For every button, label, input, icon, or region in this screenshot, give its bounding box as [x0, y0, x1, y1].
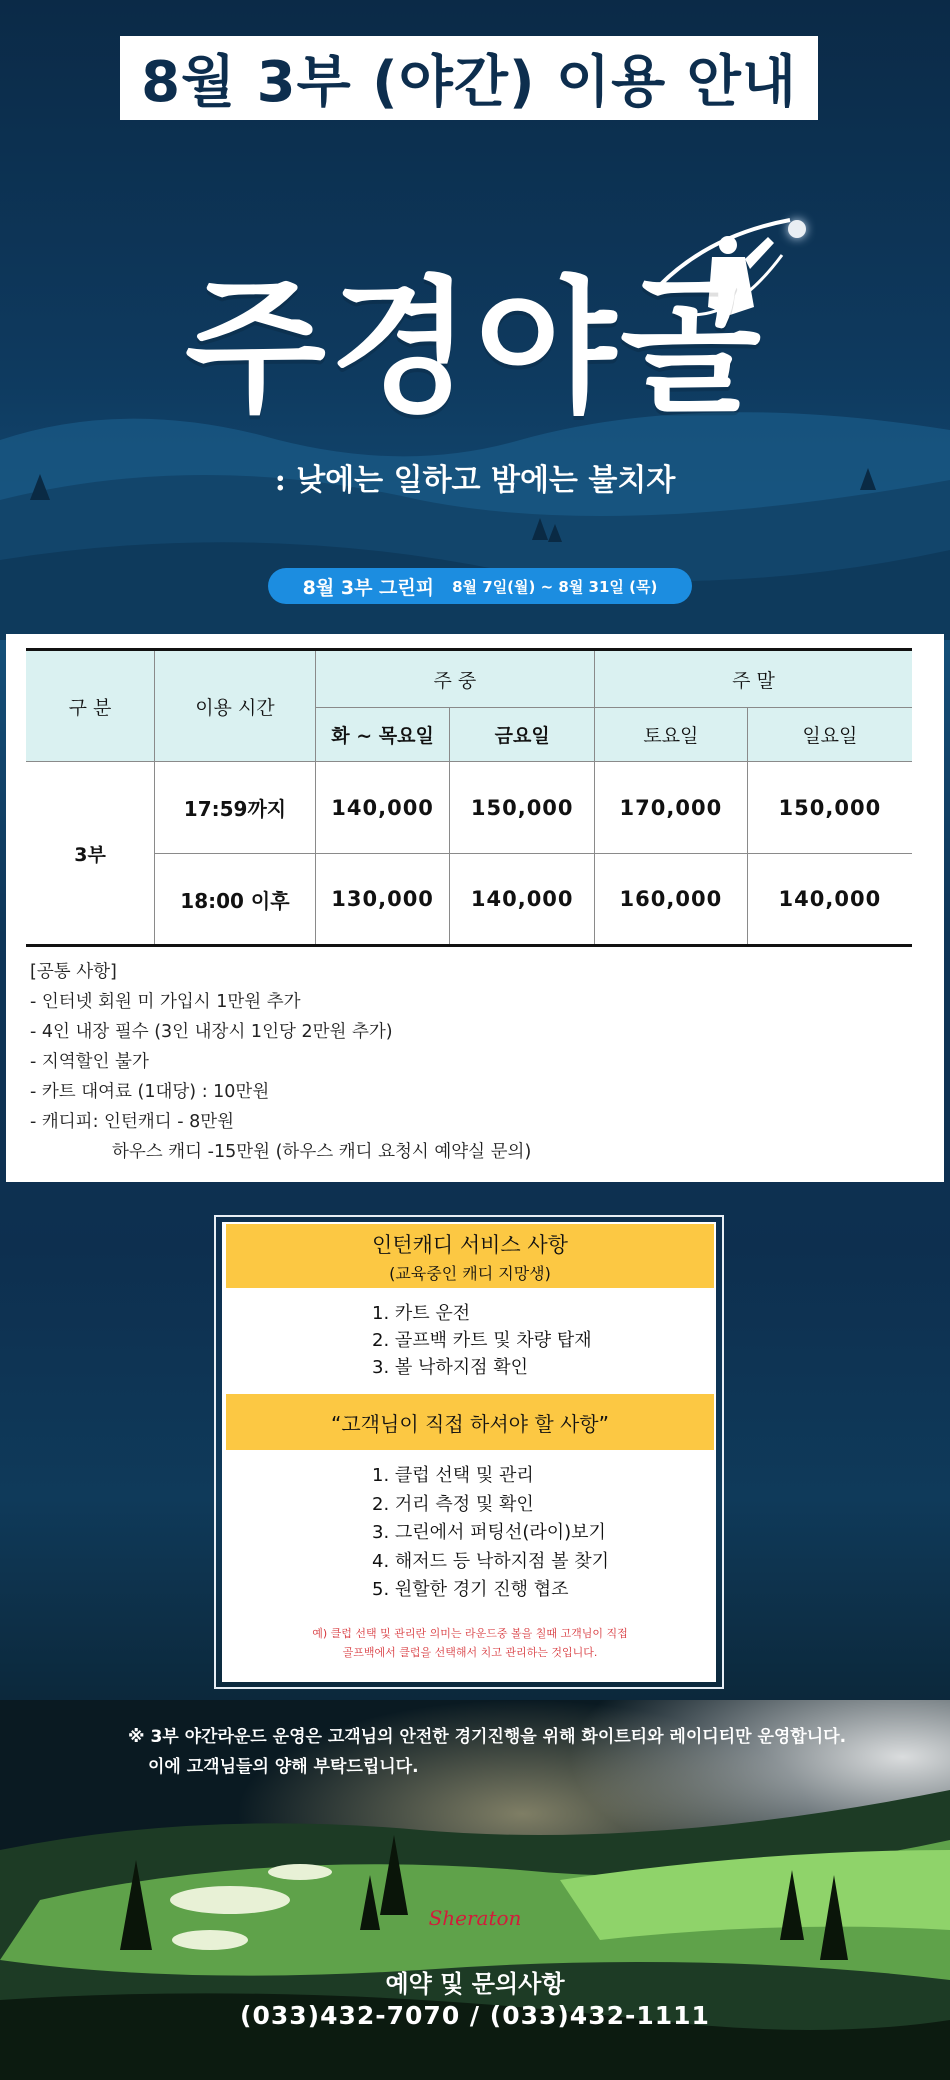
- intern-service-subtitle: (교육중인 캐디 지망생): [389, 1263, 551, 1283]
- price-cell: 140,000: [450, 854, 595, 946]
- col-time: 이용 시간: [155, 650, 316, 762]
- list-item: 3. 그린에서 퍼팅선(라이)보기: [372, 1522, 606, 1543]
- price-cell: 170,000: [595, 762, 748, 854]
- list-item: 2. 골프백 카트 및 차량 탑재: [372, 1330, 592, 1351]
- greenfee-label: 8월 3부 그린피: [302, 576, 435, 599]
- title-banner: [120, 36, 818, 120]
- notice-line: ※ 3부 야간라운드 운영은 고객님의 안전한 경기진행을 위해 화이트티와 레이디티만 운영합니다.: [128, 1727, 847, 1747]
- col-category: 구 분: [26, 650, 155, 762]
- day-header: 금요일: [450, 708, 595, 762]
- notice-line: 이에 고객님들의 양해 부탁드립니다.: [148, 1757, 419, 1777]
- note-item: - 지역할인 불가: [30, 1052, 149, 1072]
- list-item: 4. 해저드 등 낙하지점 볼 찾기: [372, 1550, 610, 1572]
- time-cell: 17:59까지: [155, 762, 316, 854]
- list-item: 5. 원할한 경기 진행 협조: [372, 1579, 569, 1600]
- price-table: [26, 648, 912, 947]
- notes-heading: [공통 사항]: [30, 962, 117, 982]
- intern-service-title: 인턴캐디 서비스 사항: [372, 1232, 568, 1257]
- common-notes: [30, 957, 910, 1167]
- page-title: 8월 3부 (야간) 이용 안내: [141, 50, 797, 115]
- price-cell: 140,000: [747, 854, 912, 946]
- example-note: [226, 1624, 714, 1662]
- price-cell: 160,000: [595, 854, 748, 946]
- list-item: 1. 클럽 선택 및 관리: [372, 1465, 534, 1486]
- intern-service-header: [226, 1224, 714, 1288]
- group-weekend: 주 말: [595, 650, 912, 708]
- part-cell: 3부: [26, 762, 155, 946]
- intern-box: [222, 1222, 716, 1682]
- customer-duty-title: “고객님이 직접 하셔야 할 사항”: [331, 1411, 609, 1436]
- tagline: : 낮에는 일하고 밤에는 불치자: [274, 463, 676, 498]
- note-item: - 4인 내장 필수 (3인 내장시 1인당 2만원 추가): [30, 1022, 393, 1042]
- day-header: 토요일: [595, 708, 748, 762]
- greenfee-period: 8월 7일(월) ~ 8월 31일 (목): [452, 577, 658, 596]
- table-row: [26, 762, 912, 854]
- greenfee-period-pill: [268, 568, 692, 604]
- example-line: 골프백에서 클럽을 선택해서 치고 관리하는 것입니다.: [342, 1646, 598, 1659]
- price-cell: 140,000: [315, 762, 450, 854]
- example-line: 예) 클럽 선택 및 관리란 의미는 라운드중 볼을 칠때 고객님이 직접: [312, 1627, 628, 1640]
- customer-duty-header: [226, 1394, 714, 1450]
- table-row: [26, 854, 912, 946]
- customer-duty-list: [372, 1462, 609, 1605]
- price-cell: 150,000: [450, 762, 595, 854]
- note-item-house-caddie: 하우스 캐디 -15만원 (하우스 캐디 요청시 예약실 문의): [112, 1142, 532, 1162]
- contact-phones[interactable]: (033)432-7070 / (033)432-1111: [240, 2001, 710, 2030]
- note-item: - 캐디피: 인턴캐디 - 8만원: [30, 1112, 235, 1132]
- note-item: - 인터넷 회원 미 가입시 1만원 추가: [30, 992, 301, 1012]
- list-item: 3. 볼 낙하지점 확인: [372, 1357, 529, 1378]
- price-cell: 150,000: [747, 762, 912, 854]
- group-weekday: 주 중: [315, 650, 594, 708]
- sheraton-logo: Sheraton: [428, 1906, 522, 1930]
- day-header: 일요일: [747, 708, 912, 762]
- hero-title: 주경야골: [184, 263, 766, 433]
- intern-service-list: [372, 1300, 592, 1381]
- price-cell: 130,000: [315, 854, 450, 946]
- time-cell: 18:00 이후: [155, 854, 316, 946]
- day-header: 화 ~ 목요일: [315, 708, 450, 762]
- contact-title: 예약 및 문의사항: [385, 1970, 565, 1998]
- list-item: 1. 카트 운전: [372, 1303, 471, 1324]
- note-item: - 카트 대여료 (1대당) : 10만원: [30, 1082, 270, 1102]
- list-item: 2. 거리 측정 및 확인: [372, 1493, 534, 1515]
- night-round-notice: [128, 1722, 928, 1782]
